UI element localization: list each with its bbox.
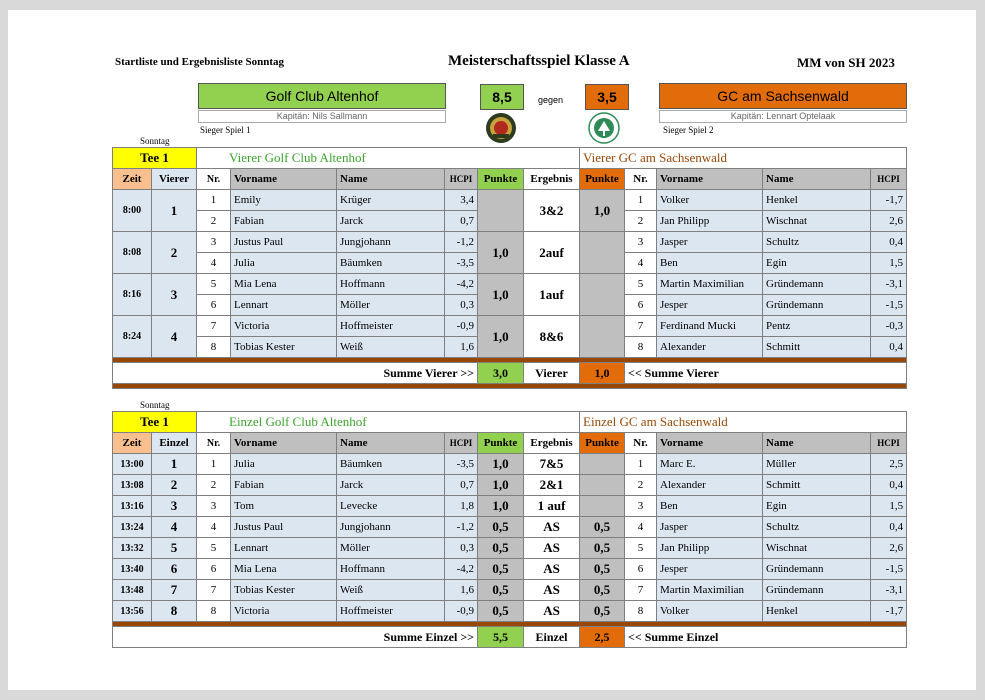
match-result: 7&5	[524, 454, 580, 475]
page-title: Meisterschaftsspiel Klasse A	[448, 53, 630, 69]
col-punkte-home: Punkte	[478, 433, 524, 454]
away-player-nr: 8	[625, 337, 657, 358]
col-nr-away: Nr.	[625, 169, 657, 190]
away-player-nr: 1	[625, 190, 657, 211]
away-player-nr: 4	[625, 517, 657, 538]
player-nr: 7	[197, 580, 231, 601]
col-hcpi: HCPI	[445, 169, 478, 190]
vierer-home-title: Vierer Golf Club Altenhof	[197, 148, 580, 169]
away-player-firstname: Jasper	[657, 232, 763, 253]
table-row	[113, 475, 907, 496]
home-points: 1,0	[478, 316, 524, 358]
vierer-sum-right-label: << Summe Vierer	[625, 363, 907, 384]
player-nr: 5	[197, 538, 231, 559]
table-row	[113, 559, 907, 580]
col-nr: Nr.	[197, 433, 231, 454]
einzel-sum-mid-label: Einzel	[524, 627, 580, 648]
player-hcpi: -0,9	[445, 601, 478, 622]
player-nr: 4	[197, 517, 231, 538]
away-player-hcpi: -1,5	[871, 295, 907, 316]
match-result: AS	[524, 559, 580, 580]
away-player-lastname: Gründemann	[763, 295, 871, 316]
vierer-sum-left-label: Summe Vierer >>	[113, 363, 478, 384]
player-lastname: Hoffmeister	[337, 316, 445, 337]
away-player-lastname: Schmitt	[763, 337, 871, 358]
away-player-lastname: Müller	[763, 454, 871, 475]
flight-number: 8	[152, 601, 197, 622]
away-player-hcpi: 1,5	[871, 253, 907, 274]
away-points: 1,0	[580, 190, 625, 232]
away-points	[580, 232, 625, 274]
player-firstname: Tobias Kester	[231, 337, 337, 358]
tee-time: 13:24	[113, 517, 152, 538]
match-result: 8&6	[524, 316, 580, 358]
player-nr: 6	[197, 295, 231, 316]
player-firstname: Emily	[231, 190, 337, 211]
vierer-sum-away: 1,0	[580, 363, 625, 384]
away-player-lastname: Schultz	[763, 232, 871, 253]
tee-time: 13:48	[113, 580, 152, 601]
player-lastname: Bäumken	[337, 253, 445, 274]
player-hcpi: 3,4	[445, 190, 478, 211]
match-result: AS	[524, 601, 580, 622]
player-firstname: Julia	[231, 454, 337, 475]
match-result: 1auf	[524, 274, 580, 316]
player-hcpi: 0,3	[445, 295, 478, 316]
col-name: Name	[337, 169, 445, 190]
col-vorname-away: Vorname	[657, 169, 763, 190]
home-winner-label: Sieger Spiel 1	[200, 125, 251, 135]
away-player-lastname: Wischnat	[763, 211, 871, 232]
subtitle-left: Startliste und Ergebnisliste Sonntag	[115, 56, 284, 68]
player-lastname: Jarck	[337, 211, 445, 232]
player-lastname: Jungjohann	[337, 232, 445, 253]
away-player-nr: 3	[625, 232, 657, 253]
away-points: 0,5	[580, 538, 625, 559]
player-firstname: Lennart	[231, 295, 337, 316]
home-captain: Kapitän: Nils Sallmann	[198, 110, 446, 123]
home-team-name: Golf Club Altenhof	[198, 83, 446, 109]
away-player-lastname: Gründemann	[763, 559, 871, 580]
home-score: 8,5	[480, 84, 524, 110]
flight-number: 1	[152, 454, 197, 475]
col-nr-away: Nr.	[625, 433, 657, 454]
flight-number: 2	[152, 475, 197, 496]
away-player-lastname: Henkel	[763, 601, 871, 622]
table-row	[113, 517, 907, 538]
flight-number: 3	[152, 274, 197, 316]
col-hcpi-away: HCPI	[871, 433, 907, 454]
away-player-firstname: Alexander	[657, 337, 763, 358]
player-lastname: Bäumken	[337, 454, 445, 475]
match-result: AS	[524, 580, 580, 601]
col-punkte-away: Punkte	[580, 433, 625, 454]
away-points: 0,5	[580, 517, 625, 538]
tee-time: 13:16	[113, 496, 152, 517]
player-nr: 8	[197, 601, 231, 622]
away-player-lastname: Egin	[763, 496, 871, 517]
vierer-tee-label: Tee 1	[113, 148, 197, 169]
away-player-hcpi: 2,6	[871, 538, 907, 559]
away-player-nr: 1	[625, 454, 657, 475]
away-player-firstname: Alexander	[657, 475, 763, 496]
table-row	[113, 232, 907, 253]
player-firstname: Justus Paul	[231, 517, 337, 538]
player-lastname: Möller	[337, 538, 445, 559]
col-hcpi: HCPI	[445, 433, 478, 454]
away-points: 0,5	[580, 559, 625, 580]
subtitle-right: MM von SH 2023	[797, 55, 895, 70]
home-points: 1,0	[478, 475, 524, 496]
table-row	[113, 190, 907, 211]
away-team-name: GC am Sachsenwald	[659, 83, 907, 109]
away-points	[580, 274, 625, 316]
away-player-nr: 5	[625, 538, 657, 559]
player-lastname: Hoffmeister	[337, 601, 445, 622]
player-hcpi: 1,6	[445, 337, 478, 358]
altenhof-logo-icon	[485, 112, 517, 144]
player-lastname: Krüger	[337, 190, 445, 211]
tee-time: 8:24	[113, 316, 152, 358]
einzel-away-title: Einzel GC am Sachsenwald	[580, 412, 907, 433]
player-firstname: Tobias Kester	[231, 580, 337, 601]
player-firstname: Justus Paul	[231, 232, 337, 253]
player-hcpi: -1,2	[445, 517, 478, 538]
player-hcpi: -3,5	[445, 454, 478, 475]
player-lastname: Möller	[337, 295, 445, 316]
player-nr: 2	[197, 211, 231, 232]
away-score: 3,5	[585, 84, 629, 110]
einzel-tee-label: Tee 1	[113, 412, 197, 433]
vierer-table	[112, 147, 907, 389]
player-hcpi: 0,7	[445, 475, 478, 496]
away-player-lastname: Gründemann	[763, 580, 871, 601]
col-zeit: Zeit	[113, 169, 152, 190]
home-points: 1,0	[478, 454, 524, 475]
away-player-hcpi: -3,1	[871, 580, 907, 601]
player-firstname: Tom	[231, 496, 337, 517]
away-player-hcpi: 1,5	[871, 496, 907, 517]
table-row	[113, 274, 907, 295]
tee-time: 8:08	[113, 232, 152, 274]
player-firstname: Fabian	[231, 211, 337, 232]
away-player-firstname: Martin Maximilian	[657, 274, 763, 295]
away-points	[580, 316, 625, 358]
player-nr: 4	[197, 253, 231, 274]
tee-time: 13:40	[113, 559, 152, 580]
away-player-firstname: Jesper	[657, 559, 763, 580]
flight-number: 4	[152, 316, 197, 358]
away-player-nr: 2	[625, 475, 657, 496]
col-name-away: Name	[763, 433, 871, 454]
flight-number: 7	[152, 580, 197, 601]
match-result: 2auf	[524, 232, 580, 274]
away-player-nr: 5	[625, 274, 657, 295]
player-hcpi: 1,8	[445, 496, 478, 517]
player-nr: 6	[197, 559, 231, 580]
einzel-sum-away: 2,5	[580, 627, 625, 648]
away-player-nr: 8	[625, 601, 657, 622]
away-points: 0,5	[580, 580, 625, 601]
table-row	[113, 601, 907, 622]
away-player-nr: 2	[625, 211, 657, 232]
match-result: AS	[524, 517, 580, 538]
tee-time: 13:08	[113, 475, 152, 496]
player-lastname: Hoffmann	[337, 274, 445, 295]
flight-number: 5	[152, 538, 197, 559]
col-nr: Nr.	[197, 169, 231, 190]
vierer-away-title: Vierer GC am Sachsenwald	[580, 148, 907, 169]
col-mode: Vierer	[152, 169, 197, 190]
player-lastname: Weiß	[337, 337, 445, 358]
player-hcpi: -4,2	[445, 559, 478, 580]
away-player-hcpi: 0,4	[871, 337, 907, 358]
home-points: 0,5	[478, 601, 524, 622]
home-points: 0,5	[478, 559, 524, 580]
player-firstname: Fabian	[231, 475, 337, 496]
player-firstname: Mia Lena	[231, 274, 337, 295]
tee-time: 8:16	[113, 274, 152, 316]
away-player-firstname: Marc E.	[657, 454, 763, 475]
away-player-firstname: Volker	[657, 190, 763, 211]
away-player-hcpi: -1,7	[871, 190, 907, 211]
player-nr: 3	[197, 232, 231, 253]
away-points	[580, 454, 625, 475]
away-winner-label: Sieger Spiel 2	[663, 125, 714, 135]
sachsenwald-logo-icon	[588, 112, 620, 144]
player-firstname: Victoria	[231, 601, 337, 622]
player-hcpi: 0,7	[445, 211, 478, 232]
tee-time: 8:00	[113, 190, 152, 232]
home-points: 1,0	[478, 232, 524, 274]
col-hcpi-away: HCPI	[871, 169, 907, 190]
einzel-table	[112, 411, 907, 648]
away-player-lastname: Schmitt	[763, 475, 871, 496]
player-hcpi: -3,5	[445, 253, 478, 274]
col-mode: Einzel	[152, 433, 197, 454]
away-points	[580, 496, 625, 517]
away-player-hcpi: 0,4	[871, 475, 907, 496]
player-hcpi: 0,3	[445, 538, 478, 559]
col-vorname-away: Vorname	[657, 433, 763, 454]
away-player-lastname: Gründemann	[763, 274, 871, 295]
col-zeit: Zeit	[113, 433, 152, 454]
away-captain: Kapitän: Lennart Optelaak	[659, 110, 907, 123]
player-nr: 5	[197, 274, 231, 295]
table-row	[113, 316, 907, 337]
player-lastname: Levecke	[337, 496, 445, 517]
einzel-sum-left-label: Summe Einzel >>	[113, 627, 478, 648]
table-row	[113, 580, 907, 601]
away-player-lastname: Henkel	[763, 190, 871, 211]
away-points: 0,5	[580, 601, 625, 622]
einzel-day-label: Sonntag	[140, 400, 170, 410]
col-name-away: Name	[763, 169, 871, 190]
away-player-firstname: Jesper	[657, 295, 763, 316]
away-player-nr: 6	[625, 295, 657, 316]
home-points: 0,5	[478, 538, 524, 559]
away-player-firstname: Jan Philipp	[657, 211, 763, 232]
home-points: 1,0	[478, 274, 524, 316]
flight-number: 4	[152, 517, 197, 538]
flight-number: 2	[152, 232, 197, 274]
away-player-nr: 7	[625, 316, 657, 337]
player-firstname: Mia Lena	[231, 559, 337, 580]
col-punkte-home: Punkte	[478, 169, 524, 190]
vierer-day-label: Sonntag	[140, 136, 170, 146]
away-player-hcpi: -0,3	[871, 316, 907, 337]
away-player-firstname: Volker	[657, 601, 763, 622]
player-lastname: Weiß	[337, 580, 445, 601]
vierer-sum-home: 3,0	[478, 363, 524, 384]
player-nr: 1	[197, 454, 231, 475]
player-nr: 3	[197, 496, 231, 517]
home-points: 0,5	[478, 517, 524, 538]
einzel-home-title: Einzel Golf Club Altenhof	[197, 412, 580, 433]
away-player-firstname: Jasper	[657, 517, 763, 538]
away-player-hcpi: 2,5	[871, 454, 907, 475]
player-hcpi: -4,2	[445, 274, 478, 295]
match-result: 1 auf	[524, 496, 580, 517]
away-player-lastname: Egin	[763, 253, 871, 274]
away-player-nr: 7	[625, 580, 657, 601]
away-player-nr: 6	[625, 559, 657, 580]
col-punkte-away: Punkte	[580, 169, 625, 190]
col-ergebnis: Ergebnis	[524, 169, 580, 190]
away-player-hcpi: -1,5	[871, 559, 907, 580]
away-player-firstname: Jan Philipp	[657, 538, 763, 559]
home-points	[478, 190, 524, 232]
away-player-firstname: Ben	[657, 253, 763, 274]
player-lastname: Hoffmann	[337, 559, 445, 580]
vierer-sum-mid-label: Vierer	[524, 363, 580, 384]
away-player-firstname: Ferdinand Mucki	[657, 316, 763, 337]
match-result: AS	[524, 538, 580, 559]
home-points: 0,5	[478, 580, 524, 601]
tee-time: 13:00	[113, 454, 152, 475]
away-player-lastname: Schultz	[763, 517, 871, 538]
player-firstname: Julia	[231, 253, 337, 274]
einzel-sum-home: 5,5	[478, 627, 524, 648]
match-result: 3&2	[524, 190, 580, 232]
col-ergebnis: Ergebnis	[524, 433, 580, 454]
away-player-firstname: Martin Maximilian	[657, 580, 763, 601]
player-hcpi: -0,9	[445, 316, 478, 337]
away-player-hcpi: -3,1	[871, 274, 907, 295]
player-nr: 8	[197, 337, 231, 358]
col-name: Name	[337, 433, 445, 454]
away-player-hcpi: 0,4	[871, 232, 907, 253]
away-player-hcpi: 0,4	[871, 517, 907, 538]
einzel-sum-right-label: << Summe Einzel	[625, 627, 907, 648]
flight-number: 6	[152, 559, 197, 580]
away-player-nr: 3	[625, 496, 657, 517]
player-nr: 7	[197, 316, 231, 337]
vs-label: gegen	[538, 95, 564, 105]
player-nr: 1	[197, 190, 231, 211]
player-lastname: Jungjohann	[337, 517, 445, 538]
home-points: 1,0	[478, 496, 524, 517]
away-player-nr: 4	[625, 253, 657, 274]
tee-time: 13:32	[113, 538, 152, 559]
table-row	[113, 538, 907, 559]
player-firstname: Lennart	[231, 538, 337, 559]
away-points	[580, 475, 625, 496]
table-row	[113, 496, 907, 517]
col-vorname: Vorname	[231, 169, 337, 190]
away-player-hcpi: 2,6	[871, 211, 907, 232]
player-firstname: Victoria	[231, 316, 337, 337]
away-player-lastname: Wischnat	[763, 538, 871, 559]
player-lastname: Jarck	[337, 475, 445, 496]
match-result: 2&1	[524, 475, 580, 496]
away-player-lastname: Pentz	[763, 316, 871, 337]
away-player-hcpi: -1,7	[871, 601, 907, 622]
player-hcpi: -1,2	[445, 232, 478, 253]
table-row	[113, 454, 907, 475]
col-vorname: Vorname	[231, 433, 337, 454]
flight-number: 3	[152, 496, 197, 517]
player-hcpi: 1,6	[445, 580, 478, 601]
away-player-firstname: Ben	[657, 496, 763, 517]
player-nr: 2	[197, 475, 231, 496]
tee-time: 13:56	[113, 601, 152, 622]
flight-number: 1	[152, 190, 197, 232]
